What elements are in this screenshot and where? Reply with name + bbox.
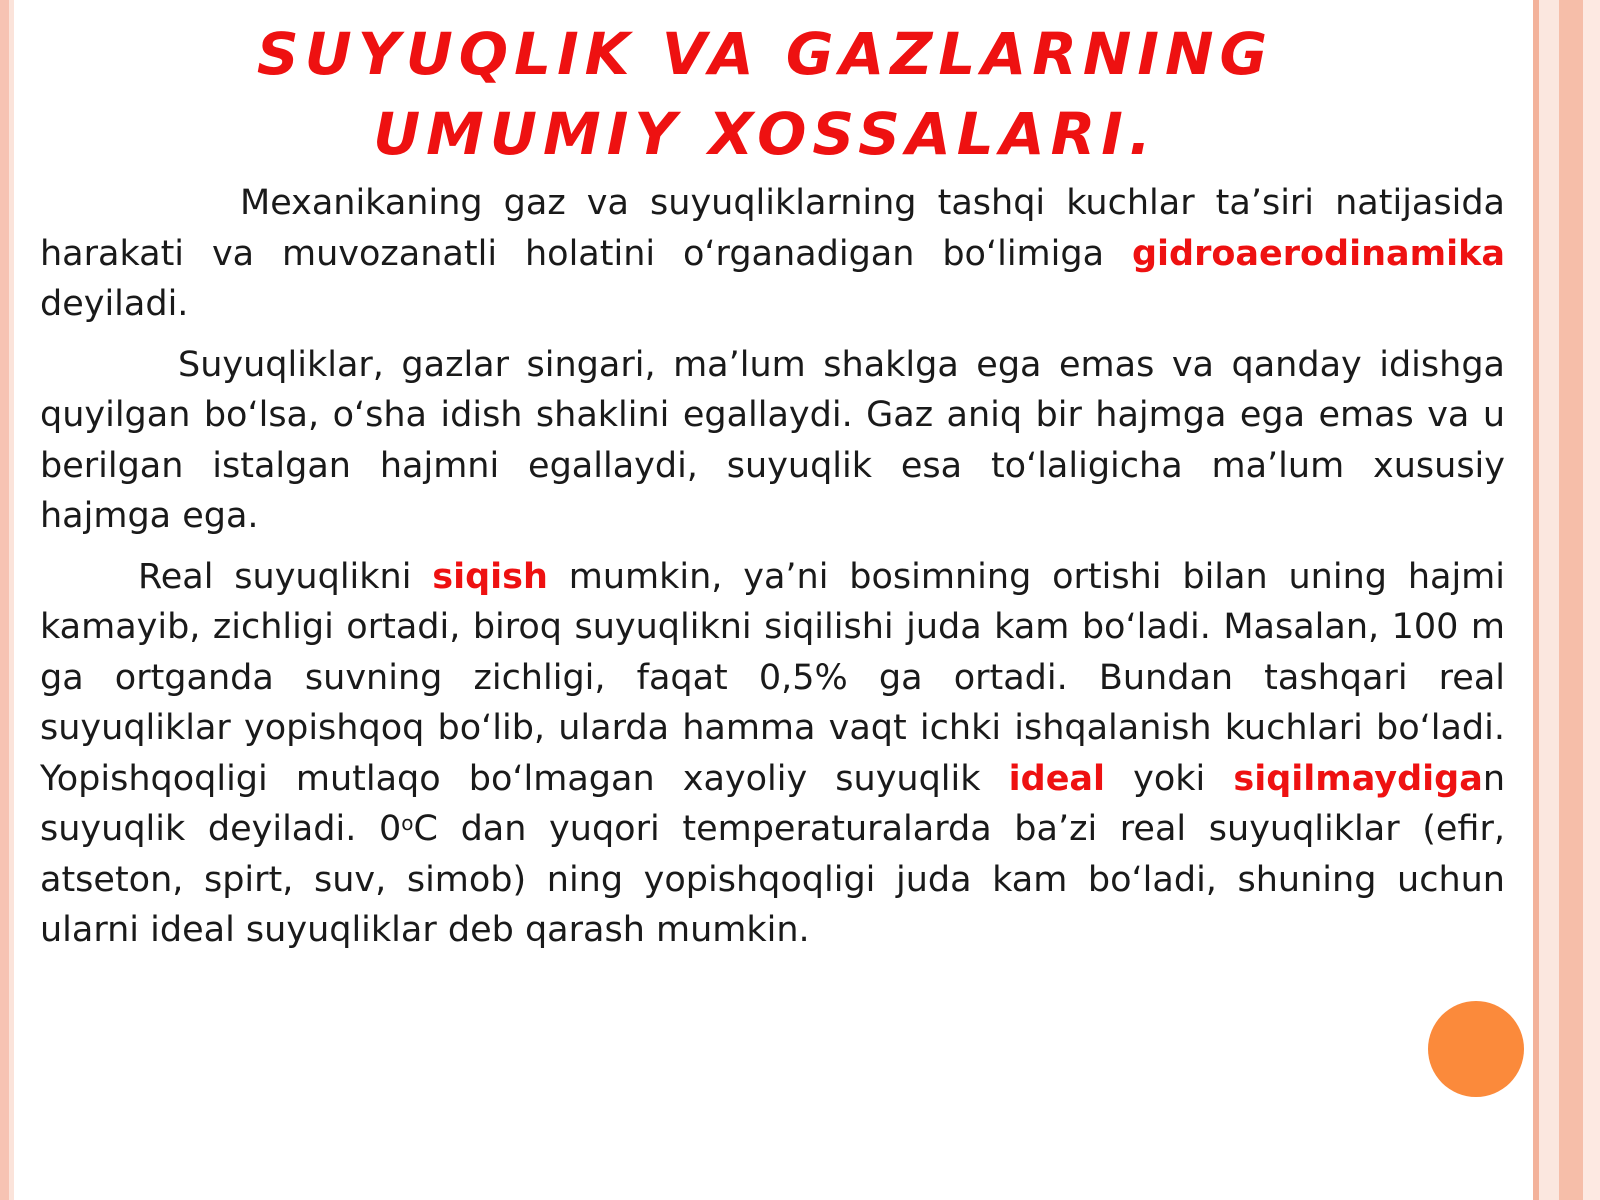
paragraph-2: [40, 340, 1505, 542]
right-border-stripe: [1539, 0, 1559, 1200]
highlight-term: ideal: [1008, 758, 1106, 799]
paragraph-text: Suyuqliklar, gazlar singari, ma’lum shaklga ega emas va qanday idishga quyilgan bo‘lsa, o‘sha idish shaklini egallaydi. Gaz aniq bir hajmga ega emas va u berilgan istalgan hajmni egallaydi, suyuqlik esa to‘laligicha ma’lum xususiy hajmga ega.: [40, 344, 1505, 536]
right-border-stripe: [1559, 0, 1583, 1200]
paragraph-text: Real suyuqlikni: [138, 556, 433, 597]
paragraph-text: mumkin, ya’ni bosimning ortishi bilan uning hajmi kamayib, zichligi ortadi, biroq suyuqlikni siqilishi juda kam bo‘ladi. Masalan, 100 m ga ortganda suvning zichligi, faqat 0,5% ga ortadi. Bundan tashqari real suyuqliklar yopishqoq bo‘lib, ularda hamma vaqt ichki ishqalanish kuchlari bo‘ladi. Yopishqoqligi mutlaqo bo‘lmagan xayoliy suyuqlik: [40, 556, 1505, 799]
title-line-2: UMUMIY XOSSALARI.: [373, 100, 1157, 168]
paragraph-3: [40, 552, 1505, 956]
title-line-1: SUYUQLIK VA GAZLARNING: [256, 20, 1274, 88]
paragraph-text: Mexanikaning gaz va suyuqliklarning tashqi kuchlar ta’siri natijasida harakati va muvozanatli holatini o‘rganadigan bo‘limiga: [40, 183, 1505, 274]
paragraph-text: n suyuqlik deyiladi. 0: [40, 758, 1506, 849]
decorative-circle: [1428, 1001, 1524, 1097]
slide-body: [40, 178, 1505, 966]
right-border-stripe: [1583, 0, 1600, 1200]
left-border-stripe: [0, 0, 14, 1200]
highlight-term: siqilmaydiga: [1233, 758, 1483, 799]
paragraph-text: deyiladi.: [40, 284, 189, 324]
paragraph-text: yoki: [1105, 758, 1234, 799]
slide-title: [40, 14, 1490, 174]
paragraph-1: [40, 178, 1505, 330]
paragraph-text: C dan yuqori temperaturalarda ba’zi real suyuqliklar (efir, atseton, spirt, suv, simob) ning yopishqoqligi juda kam bo‘ladi, shuning uchun ularni ideal suyuqliklar deb qarash mumkin.: [40, 809, 1505, 950]
degree-superscript: o: [401, 811, 414, 835]
highlight-term: siqish: [432, 556, 548, 597]
highlight-term: gidroaerodinamika: [1131, 233, 1505, 274]
